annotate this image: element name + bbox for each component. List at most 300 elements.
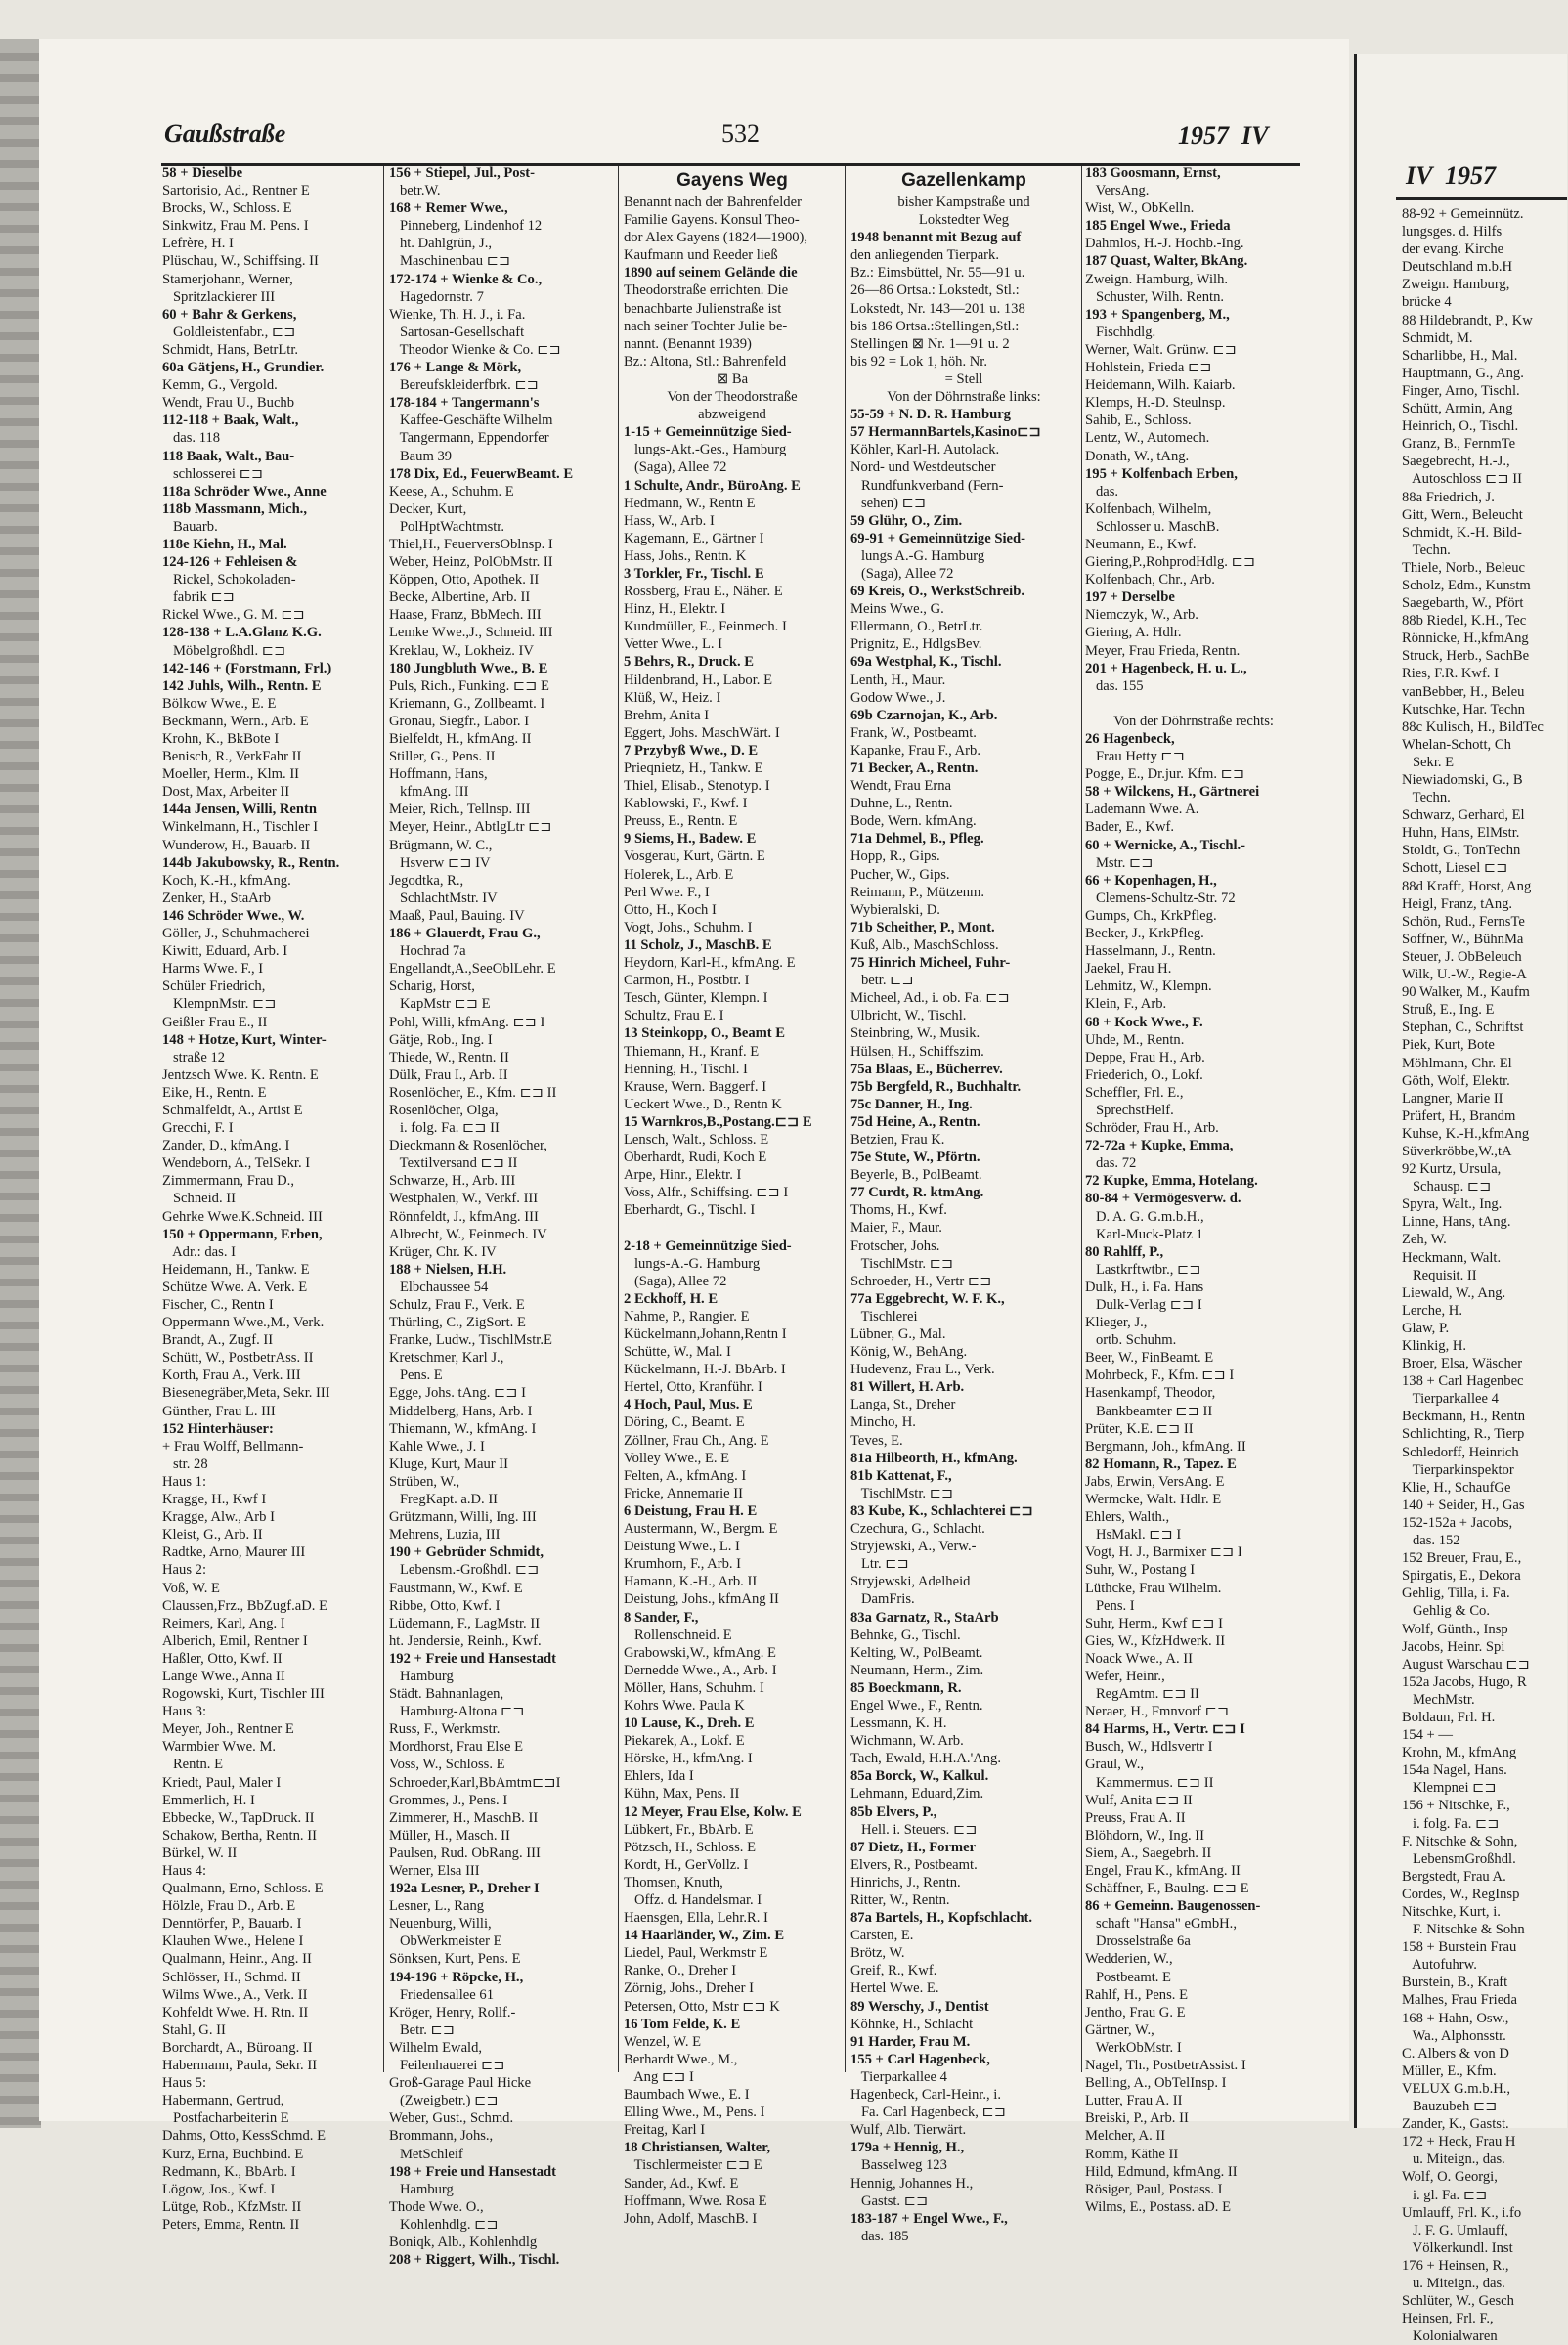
directory-entry: Haase, Franz, BbMech. III (389, 607, 542, 624)
directory-entry: Frank, W., Postbeamt. (850, 724, 977, 741)
directory-entry: Sinkwitz, Frau M. Pens. I (162, 218, 309, 235)
directory-entry: MetSchleif (389, 2146, 463, 2162)
directory-entry: Schultz, Frau E. I (624, 1008, 724, 1024)
column-divider (383, 166, 384, 2072)
directory-entry: Wist, W., ObKelln. (1085, 200, 1195, 217)
directory-entry: Grommes, J., Pens. I (389, 1792, 508, 1808)
directory-entry: 88c Kulisch, H., BildTec (1402, 718, 1544, 735)
directory-entry: 168 + Remer Wwe., (389, 200, 508, 217)
directory-entry: Brandt, A., Zugf. II (162, 1332, 274, 1349)
directory-entry: (Zweigbetr.) ⊏⊐ (389, 2093, 499, 2109)
directory-entry: Oberhardt, Rudi, Koch E (624, 1150, 767, 1166)
directory-entry: Scharlibbe, H., Mal. (1402, 347, 1518, 364)
directory-entry: Köhnke, H., Schlacht (850, 2016, 974, 2032)
directory-entry: Süverkröbbe,W.,tA (1402, 1143, 1512, 1159)
directory-entry: Hennig, Johannes H., (850, 2175, 974, 2192)
directory-entry: 201 + Hagenbeck, H. u. L., (1085, 660, 1247, 676)
directory-entry: Soffner, W., BühnMa (1402, 931, 1524, 947)
directory-entry: Bankbeamter ⊏⊐ II (1085, 1403, 1213, 1419)
directory-entry: Karl-Muck-Platz 1 (1085, 1226, 1203, 1242)
directory-entry: Kohrs Wwe. Paula K (624, 1697, 745, 1714)
directory-entry: Steinbring, W., Musik. (850, 1025, 980, 1042)
directory-entry: Bölkow Wwe., E. E (162, 695, 277, 712)
directory-entry: Zenker, H., StaArb (162, 890, 271, 906)
directory-entry: Städt. Bahnanlagen, (389, 1686, 504, 1703)
directory-entry: F. Nitschke & Sohn (1402, 1922, 1525, 1938)
directory-entry: Bz.: Eimsbüttel, Nr. 55—91 u. (850, 265, 1025, 282)
directory-entry: KapMstr ⊏⊐ E (389, 996, 491, 1013)
directory-entry: Kretschmer, Karl J., (389, 1350, 504, 1367)
directory-entry: Brommann, Johs., (389, 2128, 494, 2145)
right-page-header: IV 1957 (1406, 161, 1496, 190)
directory-entry: Bürkel, W. II (162, 1845, 238, 1861)
directory-entry: nannt. (Benannt 1939) (624, 335, 752, 352)
directory-entry: Kiwitt, Eduard, Arb. I (162, 943, 288, 960)
directory-entry: Maier, F., Maur. (850, 1220, 942, 1237)
directory-entry: Krohn, K., BkBote I (162, 731, 280, 747)
directory-entry: 176 + Lange & Mörk, (389, 360, 522, 376)
directory-entry: 69a Westphal, K., Tischl. (850, 654, 1002, 671)
directory-entry: 148 + Hotze, Kurt, Winter- (162, 1031, 327, 1048)
section-note: Von der Döhrnstraße links: (887, 389, 1041, 406)
directory-entry: bis 92 = Lok 1, höh. Nr. (850, 353, 987, 369)
directory-entry: Oppermann Wwe.,M., Verk. (162, 1315, 325, 1331)
directory-entry: Rogowski, Kurt, Tischler III (162, 1686, 325, 1703)
directory-entry: Reimers, Karl, Ang. I (162, 1615, 285, 1631)
directory-entry: Stiller, G., Pens. II (389, 749, 496, 765)
directory-entry: Strüben, W., (389, 1473, 460, 1490)
directory-entry: Nord- und Westdeutscher (850, 459, 996, 476)
directory-entry: Klauhen Wwe., Helene I (162, 1933, 304, 1950)
directory-entry: Kückelmann, H.-J. BbArb. I (624, 1362, 786, 1378)
directory-entry: Noack Wwe., A. II (1085, 1650, 1193, 1667)
directory-entry: Rickel Wwe., G. M. ⊏⊐ (162, 607, 305, 624)
directory-entry: (Saga), Allee 72 (624, 1273, 727, 1289)
directory-entry: 60 + Wernicke, A., Tischl.- (1085, 837, 1246, 853)
directory-entry: Thiele, Norb., Beleuc (1402, 559, 1526, 576)
directory-entry: Plüschau, W., Schiffsing. II (162, 253, 319, 270)
directory-entry: Russ, F., Werkmstr. (389, 1721, 501, 1738)
directory-entry: Claussen,Frz., BbZugf.aD. E (162, 1597, 328, 1614)
directory-entry: 88 Hildebrandt, P., Kw (1402, 312, 1533, 328)
column-divider (1081, 166, 1082, 2072)
directory-entry: Hertel, Otto, Kranführ. I (624, 1379, 762, 1396)
directory-entry: Kleist, G., Arb. II (162, 1527, 263, 1543)
directory-entry: Egge, Johs. tAng. ⊏⊐ I (389, 1385, 526, 1402)
directory-entry: Lessmann, K. H. (850, 1715, 947, 1732)
directory-entry: das. 72 (1085, 1155, 1137, 1172)
directory-entry: das. 152 (1402, 1533, 1460, 1549)
directory-entry: Schön, Rud., FernsTe (1402, 913, 1525, 930)
directory-entry: Dernedde Wwe., A., Arb. I (624, 1662, 777, 1678)
section-note: Von der Theodorstraße (667, 389, 798, 406)
directory-entry: Kapanke, Frau F., Arb. (850, 742, 980, 759)
directory-entry: Müller, E., Kfm. (1402, 2063, 1497, 2079)
column-4 (850, 164, 1077, 2244)
directory-entry: ht. Dahlgrün, J., (389, 236, 492, 252)
directory-entry: Donath, W., tAng. (1085, 448, 1190, 464)
directory-entry: Godow Wwe., J. (850, 689, 946, 706)
directory-entry: 155 + Carl Hagenbeck, (850, 2051, 990, 2067)
directory-entry: Dahms, Otto, KessSchmd. E (162, 2128, 327, 2145)
directory-entry: 128-138 + L.A.Glanz K.G. (162, 625, 322, 641)
directory-entry: Stoldt, G., TonTechn (1402, 843, 1521, 859)
directory-entry: Lademann Wwe. A. (1085, 802, 1199, 818)
binding-shadow (0, 39, 41, 2128)
directory-entry: Schausp. ⊏⊐ (1402, 1179, 1492, 1195)
directory-entry: PolHptWachtmstr. (389, 518, 505, 535)
directory-entry: Bereufskleiderfbrk. ⊏⊐ (389, 377, 539, 394)
directory-entry: 1 Schulte, Andr., BüroAng. E (624, 477, 801, 494)
directory-entry: Wendeborn, A., TelSekr. I (162, 1155, 311, 1172)
directory-entry: Umlauff, Frl. K., i.fo (1402, 2204, 1522, 2221)
directory-entry: Schroeder,Karl,BbAmtm⊏⊐I (389, 1774, 561, 1791)
directory-entry: Thiemann, H., Kranf. E (624, 1043, 760, 1060)
directory-entry: Peters, Emma, Rentn. II (162, 2216, 300, 2233)
directory-entry: Hagedornstr. 7 (389, 288, 484, 305)
directory-entry: Schröder, Frau H., Arb. (1085, 1120, 1219, 1137)
directory-entry: Hamann, K.-H., Arb. II (624, 1574, 758, 1590)
directory-entry: 178-184 + Tangermann's (389, 395, 540, 412)
directory-entry: Brötz, W. (850, 1945, 905, 1962)
directory-entry: Weber, Heinz, PolObMstr. II (389, 554, 553, 571)
directory-entry: Hinrichs, J., Rentn. (850, 1874, 961, 1890)
directory-entry: Tierparkallee 4 (1402, 1391, 1499, 1408)
directory-entry: Niemczyk, W., Arb. (1085, 607, 1198, 624)
directory-entry: Köppen, Otto, Apothek. II (389, 572, 540, 588)
directory-entry: 75 Hinrich Micheel, Fuhr- (850, 955, 1011, 972)
directory-entry: 59 Glühr, O., Zim. (850, 512, 963, 529)
directory-entry: Hasenkampf, Theodor, (1085, 1385, 1216, 1402)
directory-entry: 10 Lause, K., Dreh. E (624, 1715, 755, 1732)
directory-entry: Bergmann, Joh., kfmAng. II (1085, 1438, 1246, 1455)
column-5 (1085, 164, 1302, 2215)
directory-entry: Bode, Wern. kfmAng. (850, 813, 977, 830)
directory-entry: lungsges. d. Hilfs (1402, 224, 1503, 240)
directory-entry: Rollenschneid. E (624, 1627, 732, 1643)
directory-entry: Habermann, Gertrud, (162, 2093, 284, 2109)
directory-entry: 92 Kurtz, Ursula, (1402, 1161, 1502, 1178)
directory-entry: 1890 auf seinem Gelände die (624, 265, 798, 282)
directory-entry: König, W., BehAng. (850, 1344, 968, 1361)
directory-entry: 192 + Freie und Hansestadt (389, 1650, 557, 1667)
directory-entry: Schneid. II (162, 1191, 236, 1207)
directory-entry: Vosgerau, Kurt, Gärtn. E (624, 848, 765, 865)
directory-entry: 118a Schröder Wwe., Anne (162, 483, 327, 499)
directory-entry: 75d Heine, A., Rentn. (850, 1113, 980, 1130)
directory-entry: Fa. Carl Hagenbeck, ⊏⊐ (850, 2105, 1006, 2121)
directory-entry: nach seiner Tochter Julie be- (624, 318, 788, 334)
directory-entry: Schwarz, Gerhard, El (1402, 807, 1525, 824)
directory-entry: FregKapt. a.D. II (389, 1492, 499, 1508)
directory-entry: Linne, Hans, tAng. (1402, 1214, 1511, 1231)
directory-entry: betr. ⊏⊐ (850, 973, 914, 989)
directory-entry: Sartosan-Gesellschaft (389, 324, 525, 340)
directory-entry: + Frau Wolff, Bellmann- (162, 1438, 304, 1455)
directory-entry: 179a + Hennig, H., (850, 2140, 965, 2156)
column-1 (162, 164, 379, 2233)
directory-entry: Sander, Ad., Kwf. E (624, 2175, 739, 2192)
directory-entry: der evang. Kirche (1402, 241, 1504, 258)
directory-entry: Lerche, H. (1402, 1302, 1462, 1319)
directory-entry: Lütge, Rob., KfzMstr. II (162, 2198, 302, 2215)
directory-entry: Liewald, W., Ang. (1402, 1284, 1506, 1301)
directory-entry: Berhardt Wwe., M., (624, 2051, 738, 2067)
directory-entry: Deistung, Johs., kfmAng II (624, 1591, 779, 1608)
directory-entry: 88-92 + Gemeinnütz. (1402, 206, 1524, 222)
directory-entry: Puls, Rich., Funking. ⊏⊐ E (389, 677, 549, 694)
directory-entry: Lüthcke, Frau Wilhelm. (1085, 1580, 1222, 1596)
directory-entry: Kablowski, F., Kwf. I (624, 796, 748, 812)
directory-entry: Benisch, R., VerkFahr II (162, 749, 302, 765)
directory-entry: 3 Torkler, Fr., Tischl. E (624, 565, 764, 582)
directory-entry: Mincho, H. (850, 1414, 916, 1431)
directory-entry: Kluge, Kurt, Maur II (389, 1455, 508, 1472)
directory-entry: Piek, Kurt, Bote (1402, 1037, 1495, 1054)
directory-entry: 60a Gätjens, H., Grundier. (162, 360, 325, 376)
directory-entry: 152 Breuer, Frau, E., (1402, 1550, 1522, 1567)
directory-entry: Hölzle, Frau D., Arb. E (162, 1898, 296, 1915)
directory-entry: Rickel, Schokoladen- (162, 572, 296, 588)
directory-entry: Prüfert, H., Brandm (1402, 1107, 1516, 1124)
directory-entry: Granz, B., FernmTe (1402, 436, 1516, 453)
directory-entry: Hoffmann, Hans, (389, 766, 488, 783)
directory-entry: Klempnei ⊏⊐ (1402, 1780, 1497, 1797)
directory-entry: Techn. (1402, 790, 1451, 806)
directory-entry: 1948 benannt mit Bezug auf (850, 230, 1022, 246)
directory-entry: Gärtner, W., (1085, 2021, 1154, 2038)
directory-entry: Finger, Arno, Tischl. (1402, 382, 1520, 399)
directory-entry: Pötzsch, H., Schloss. E (624, 1839, 756, 1855)
directory-entry: 81 Willert, H. Arb. (850, 1379, 965, 1396)
directory-entry: 87 Dietz, H., Former (850, 1839, 977, 1855)
directory-entry: 58 + Dieselbe (162, 165, 243, 181)
directory-entry: Benannt nach der Bahrenfelder (624, 195, 802, 210)
directory-entry: Bergstedt, Frau A. (1402, 1868, 1506, 1885)
directory-entry: Schlösser, H., Schmd. II (162, 1969, 301, 1985)
directory-entry: 183 Goosmann, Ernst, (1085, 165, 1221, 181)
directory-entry: Neumann, Herm., Zim. (850, 1662, 984, 1678)
directory-entry: 77 Curdt, R. ktmAng. (850, 1185, 984, 1201)
directory-entry: Whelan-Schott, Ch (1402, 736, 1511, 753)
directory-entry: 57 HermannBartels,Kasino⊏⊐ (850, 424, 1041, 441)
directory-entry: Elling Wwe., M., Pens. I (624, 2105, 765, 2121)
directory-entry: Ltr. ⊏⊐ (850, 1556, 909, 1573)
directory-entry: Carmon, H., Postbtr. I (624, 973, 750, 989)
directory-entry: Glaw, P. (1402, 1320, 1450, 1336)
directory-entry: Tesch, Günter, Klempn. I (624, 990, 768, 1007)
directory-entry: 124-126 + Fehleisen & (162, 554, 298, 571)
directory-entry: Wa., Alphonsstr. (1402, 2027, 1506, 2044)
directory-entry: Textilversand ⊏⊐ II (389, 1155, 518, 1172)
directory-entry: HsMakl. ⊏⊐ I (1085, 1527, 1182, 1543)
directory-entry: Biesenegräber,Meta, Sekr. III (162, 1385, 330, 1402)
directory-entry: Hoffmann, Wwe. Rosa E (624, 2193, 767, 2209)
directory-entry: 198 + Freie und Hansestadt (389, 2163, 557, 2180)
directory-entry: Stryjewski, A., Verw.- (850, 1539, 977, 1555)
directory-entry: 87a Bartels, H., Kopfschlacht. (850, 1910, 1033, 1927)
directory-entry: Köhler, Karl-H. Autolack. (850, 442, 1000, 458)
directory-entry: straße 12 (162, 1049, 226, 1065)
directory-entry: DamFris. (850, 1591, 915, 1608)
directory-entry: 172 + Heck, Frau H (1402, 2134, 1516, 2150)
directory-entry: Prieqnietz, H., Tankw. E (624, 760, 763, 776)
directory-entry: Rahlf, H., Pens. E (1085, 1986, 1188, 2003)
directory-entry: bis 186 Ortsa.:Stellingen,Stl.: (850, 318, 1020, 334)
directory-entry (624, 1219, 841, 1237)
directory-entry: Haus 2: (162, 1562, 206, 1579)
right-header-rule (1396, 197, 1567, 200)
directory-entry: Siem, A., Saegebrh. II (1085, 1845, 1212, 1861)
directory-entry: Felten, A., kfmAng. I (624, 1467, 747, 1484)
directory-entry: Schmidt, Hans, BetrLtr. (162, 341, 299, 358)
directory-entry: Brehm, Anita I (624, 707, 710, 723)
directory-entry: 154 + — (1402, 1727, 1454, 1744)
directory-entry: Zweign. Hamburg, Wilh. (1085, 271, 1229, 287)
directory-entry: 187 Quast, Walter, BkAng. (1085, 253, 1248, 270)
directory-entry: Kundmüller, E., Feinmech. I (624, 619, 787, 635)
directory-entry: Basselweg 123 (850, 2157, 947, 2174)
directory-entry: Gehlig, Tilla, i. Fa. (1402, 1585, 1510, 1602)
directory-entry: Klinkig, H. (1402, 1338, 1467, 1354)
directory-entry: Stahl, G. II (162, 2021, 226, 2038)
directory-entry: 138 + Carl Hagenbec (1402, 1373, 1524, 1390)
directory-entry: Rentn. E (162, 1757, 224, 1773)
directory-entry: Stamerjohann, Werner, (162, 271, 293, 287)
directory-entry: Zeh, W. (1402, 1232, 1447, 1248)
directory-entry: Schlüter, W., Gesch (1402, 2293, 1514, 2310)
directory-entry: Saegebrecht, H.-J., (1402, 454, 1510, 470)
directory-entry: Vetter Wwe., L. I (624, 636, 723, 653)
directory-entry: 88b Riedel, K.H., Tec (1402, 613, 1527, 630)
directory-entry: Freitag, Karl I (624, 2122, 706, 2139)
directory-entry: Autoschloss ⊏⊐ II (1402, 471, 1522, 488)
directory-entry: Schott, Liesel ⊏⊐ (1402, 860, 1508, 877)
directory-entry: Hopp, R., Gips. (850, 848, 940, 865)
directory-entry: Westphalen, W., Verkf. III (389, 1191, 539, 1207)
directory-entry: Zörnig, Johs., Dreher I (624, 1980, 754, 1997)
directory-entry: Hagenbeck, Carl-Heinr., i. (850, 2087, 1001, 2104)
right-page (1354, 54, 1567, 2345)
directory-entry: Rösiger, Paul, Postass. I (1085, 2181, 1223, 2197)
directory-entry: Hedmann, W., Rentn E (624, 495, 756, 511)
directory-entry: Grützmann, Willi, Ing. III (389, 1509, 537, 1526)
directory-entry: Hauptmann, G., Ang. (1402, 365, 1524, 381)
directory-entry: Klemps, H.-D. Steulnsp. (1085, 395, 1226, 412)
directory-entry: 2 Eckhoff, H. E (624, 1290, 719, 1307)
directory-entry: Zander, D., kfmAng. I (162, 1138, 290, 1154)
directory-entry: Nahme, P., Rangier. E (624, 1308, 750, 1324)
directory-entry: Wybieralski, D. (850, 901, 940, 918)
directory-entry: 69 Kreis, O., WerkstSchreib. (850, 584, 1024, 600)
directory-entry: Brocks, W., Schloss. E (162, 200, 292, 217)
directory-entry: Theodorstraße errichten. Die (624, 282, 789, 299)
directory-entry: Austermann, W., Bergm. E (624, 1521, 778, 1538)
directory-entry: 83 Kube, K., Schlachterei ⊏⊐ (850, 1502, 1033, 1519)
directory-entry: 60 + Bahr & Gerkens, (162, 306, 297, 323)
directory-entry: Jacobs, Heinr. Spi (1402, 1638, 1505, 1655)
directory-entry: fabrik ⊏⊐ (162, 589, 235, 606)
directory-entry: Meyer, Frau Frieda, Rentn. (1085, 642, 1241, 659)
directory-entry: Stryjewski, Adelheid (850, 1574, 971, 1590)
section-note: Von der Döhrnstraße rechts: (1113, 713, 1274, 729)
directory-entry: Thürling, C., ZigSort. E (389, 1315, 526, 1331)
directory-entry: Goldleistenfabr., ⊏⊐ (162, 324, 296, 340)
directory-entry: Hamburg (389, 2181, 454, 2197)
directory-entry: 68 + Kock Wwe., F. (1085, 1014, 1203, 1030)
directory-entry: Romm, Käthe II (1085, 2146, 1179, 2162)
directory-entry: Vogt, H. J., Barmixer ⊏⊐ I (1085, 1544, 1242, 1561)
directory-entry: Sahib, E., Schloss. (1085, 413, 1192, 429)
directory-entry: Spyra, Walt., Ing. (1402, 1196, 1503, 1213)
directory-entry: Schlichting, R., Tierp (1402, 1426, 1525, 1443)
directory-entry: Ries, F.R. Kwf. I (1402, 666, 1499, 682)
directory-entry: Thode Wwe. O., (389, 2198, 484, 2215)
directory-entry: Petersen, Otto, Mstr ⊏⊐ K (624, 1998, 780, 2015)
directory-entry: 5 Behrs, R., Druck. E (624, 654, 754, 671)
directory-entry: 150 + Oppermann, Erben, (162, 1226, 323, 1242)
directory-entry: 4 Hoch, Paul, Mus. E (624, 1397, 753, 1413)
directory-entry: benachbarte Julienstraße ist (624, 300, 782, 317)
directory-entry: 156 + Stiepel, Jul., Post- (389, 165, 535, 181)
directory-entry: Niewiadomski, G., B (1402, 772, 1523, 788)
directory-entry: Krohn, M., kfmAng (1402, 1745, 1517, 1761)
directory-entry: ht. Jendersie, Reinh., Kwf. (389, 1632, 542, 1649)
directory-entry: Schwarze, H., Arb. III (389, 1173, 516, 1190)
directory-entry: Haus 5: (162, 2075, 206, 2092)
directory-entry: Lüdemann, F., LagMstr. II (389, 1615, 541, 1631)
directory-entry: KlempnMstr. ⊏⊐ (162, 996, 277, 1013)
directory-entry: kfmAng. III (389, 784, 469, 801)
directory-entry: VELUX G.m.b.H., (1402, 2080, 1511, 2097)
directory-entry: Fischhdlg. (1085, 324, 1156, 340)
directory-entry: Dulk, H., i. Fa. Hans (1085, 1279, 1204, 1295)
directory-entry: Kuß, Alb., MaschSchloss. (850, 936, 999, 953)
directory-entry: Jentho, Frau G. E (1085, 2004, 1186, 2020)
directory-entry: Gies, W., KfzHdwerk. II (1085, 1632, 1226, 1649)
directory-entry: 15 Warnkros,B.,Postang.⊏⊐ E (624, 1113, 812, 1130)
directory-entry: Hasselmann, J., Rentn. (1085, 943, 1216, 960)
directory-entry: Malhes, Frau Frieda (1402, 1992, 1517, 2009)
directory-entry: Prüter, K.E. ⊏⊐ II (1085, 1420, 1194, 1437)
directory-entry: Sartorisio, Ad., Rentner E (162, 183, 310, 199)
directory-entry: Beckmann, Wern., Arb. E (162, 713, 309, 729)
directory-entry: Bauarb. (162, 518, 218, 535)
directory-entry: Kuhse, K.-H.,kfmAng (1402, 1125, 1530, 1142)
directory-entry: Adr.: das. I (162, 1243, 236, 1260)
directory-entry: Lebensm.-Großhdl. ⊏⊐ (389, 1562, 540, 1579)
directory-entry: Gitt, Wern., Beleucht (1402, 506, 1523, 523)
directory-entry: Czechura, G., Schlacht. (850, 1521, 985, 1538)
directory-entry: Prignitz, E., HdlgsBev. (850, 636, 982, 653)
directory-entry: Elvers, R., Postbeamt. (850, 1856, 978, 1873)
directory-entry: Autofuhrw. (1402, 1957, 1477, 1974)
directory-entry: Kriedt, Paul, Maler I (162, 1774, 282, 1791)
column-3 (624, 164, 841, 2227)
directory-entry: Kurz, Erna, Buchbind. E (162, 2146, 304, 2162)
directory-entry: Tierparkinspektor (1402, 1461, 1514, 1478)
directory-entry: Harms Wwe. F., I (162, 961, 264, 977)
directory-entry: Haus 4: (162, 1863, 206, 1879)
directory-entry: Suhr, W., Postang I (1085, 1562, 1196, 1579)
directory-entry: schlosserei ⊏⊐ (162, 465, 264, 482)
directory-entry: Henning, H., Tischl. I (624, 1061, 748, 1077)
directory-entry: Krumhorn, F., Arb. I (624, 1556, 742, 1573)
directory-entry: Kühn, Max, Pens. II (624, 1786, 740, 1802)
directory-entry: (Saga), Allee 72 (624, 459, 727, 476)
directory-entry: Lesner, L., Rang (389, 1898, 485, 1915)
directory-entry: brücke 4 (1402, 294, 1452, 311)
